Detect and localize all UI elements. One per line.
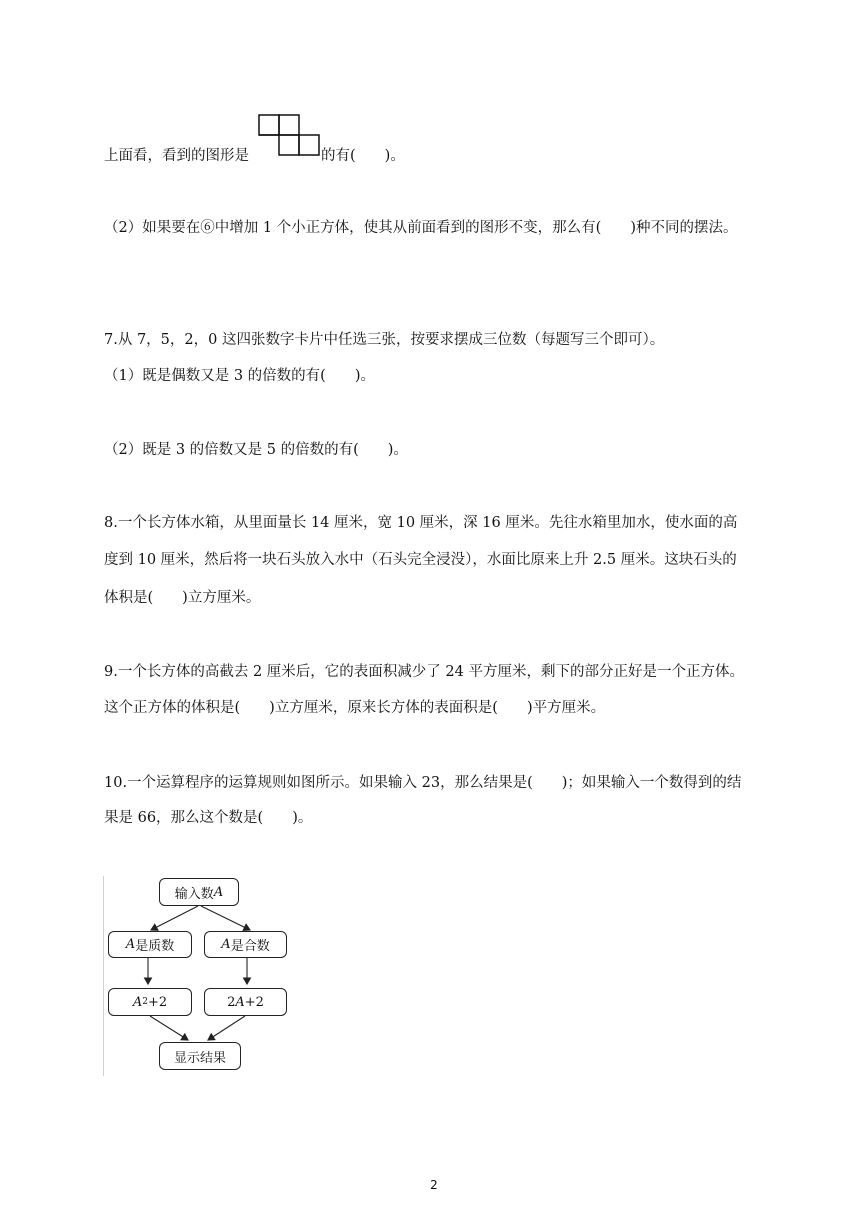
flowchart xyxy=(103,872,303,1078)
q10-line2: 果是 66，那么这个数是( )。 xyxy=(104,810,313,826)
q7-stem: 7.从 7，5，2，0 这四张数字卡片中任选三张，按要求摆成三位数（每题写三个即可）。 xyxy=(104,332,665,348)
q9-line1: 9.一个长方体的高截去 2 厘米后，它的表面积减少了 24 平方厘米，剩下的部分正好是一个正方体。 xyxy=(104,664,744,680)
flow-input-box xyxy=(159,878,239,906)
q8-line3: 体积是( )立方厘米。 xyxy=(104,590,261,606)
flow-input-var: A xyxy=(213,884,224,900)
flow-prime-label: 是质数 xyxy=(135,939,175,954)
q7-sub1: （1）既是偶数又是 3 的倍数的有( )。 xyxy=(104,368,375,384)
q6-sub2: （2）如果要在⑥中增加 1 个小正方体，使其从前面看到的图形不变，那么有( )种不同的摆法。 xyxy=(104,220,738,236)
flow-comp-formula-prefix: 2 xyxy=(227,994,236,1010)
top-view-shape-figure xyxy=(258,114,320,156)
flow-prime-formula-rest: +2 xyxy=(147,994,168,1010)
flow-composite-box xyxy=(204,931,287,958)
flow-prime-formula-exp: 2 xyxy=(142,997,148,1007)
flow-prime-formula-var: A xyxy=(132,994,143,1010)
q6-text-part2: 的有( )。 xyxy=(321,148,405,164)
flow-input-prefix: 输入数 xyxy=(174,886,214,902)
q8-line2: 度到 10 厘米，然后将一块石头放入水中（石头完全浸没），水面比原来上升 2.5 厘米。这块石头的 xyxy=(104,552,737,568)
flow-prime-formula-box xyxy=(108,988,192,1016)
q10-line1: 10.一个运算程序的运算规则如图所示。如果输入 23，那么结果是( )；如果输入一个数得到的结 xyxy=(104,775,742,791)
q6-line xyxy=(104,146,249,166)
q6-text-part1: 上面看，看到的图形是 xyxy=(104,148,249,164)
flow-prime-box xyxy=(108,931,192,958)
flow-comp-formula-var: A xyxy=(235,994,245,1010)
flow-prime-var: A xyxy=(125,937,136,952)
q7-sub2: （2）既是 3 的倍数又是 5 的倍数的有( )。 xyxy=(104,442,408,458)
flow-output-box xyxy=(159,1042,241,1070)
flow-comp-formula-rest: +2 xyxy=(244,994,264,1010)
q8-line1: 8.一个长方体水箱，从里面量长 14 厘米，宽 10 厘米，深 16 厘米。先往水箱里加水，使水面的高 xyxy=(104,515,738,531)
q9-line2: 这个正方体的体积是( )立方厘米，原来长方体的表面积是( )平方厘米。 xyxy=(104,700,606,716)
page-number: 2 xyxy=(430,1178,438,1192)
flow-composite-var: A xyxy=(221,937,231,952)
flow-composite-label: 是合数 xyxy=(230,939,270,954)
flow-output-label: 显示结果 xyxy=(173,1050,226,1066)
flow-composite-formula-box xyxy=(204,988,287,1016)
